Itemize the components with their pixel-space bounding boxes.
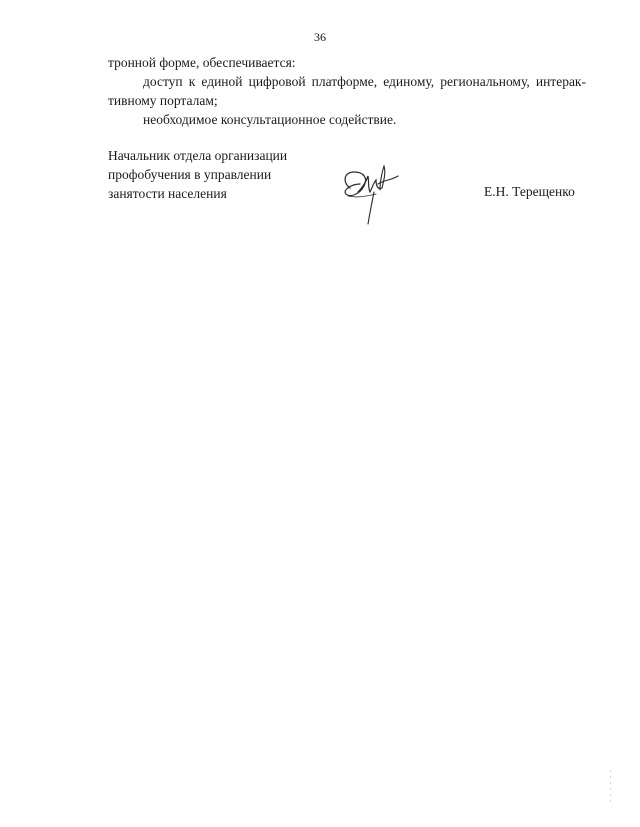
paragraph-line: тронной форме, обеспечивается: xyxy=(108,55,296,70)
handwritten-signature xyxy=(338,158,408,230)
signer-title xyxy=(108,146,308,203)
paragraph-line: доступ к единой цифровой платформе, единому, региональному, интерак- xyxy=(143,74,586,89)
paragraph-line: необходимое консультационное содействие. xyxy=(143,112,397,127)
signer-name: Е.Н. Терещенко xyxy=(484,184,575,199)
signer-title-line: Начальник отдела организации xyxy=(108,148,288,163)
paragraph-line: тивному порталам; xyxy=(108,93,218,108)
body-text xyxy=(108,53,586,129)
signer-title-line: профобучения в управлении xyxy=(108,167,272,182)
scan-edge-marks xyxy=(609,769,612,805)
signer-title-line: занятости населения xyxy=(108,186,227,201)
page-number: 36 xyxy=(314,30,326,44)
